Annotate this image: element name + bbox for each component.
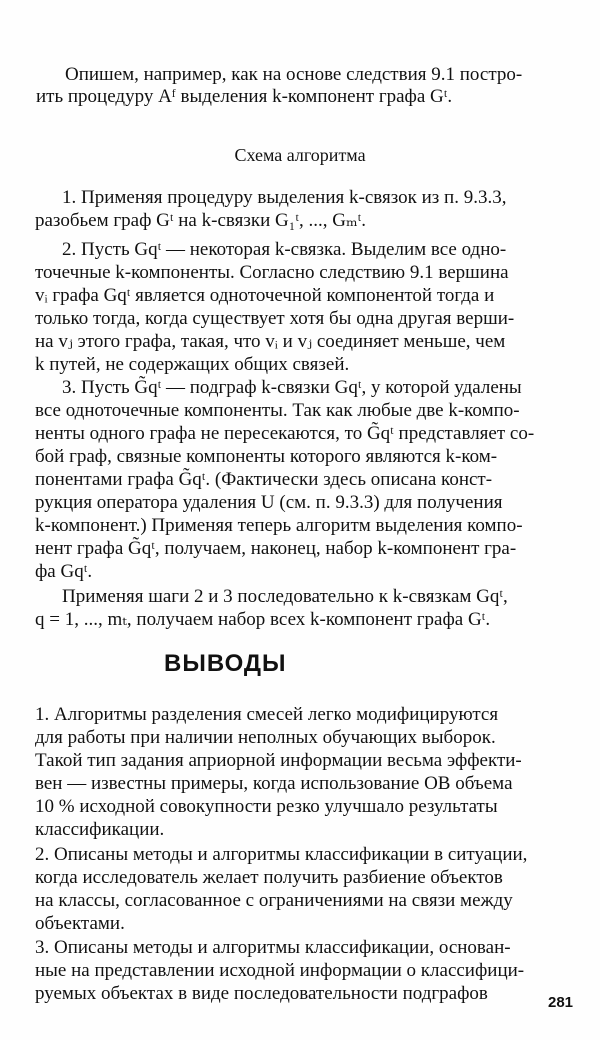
algorithm-line-3: 2. Пусть Gqᵗ — некоторая k-связка. Выделим все одно- [62,239,507,260]
algorithm-line-5: vᵢ графа Gqᵗ является одноточечной компонентой тогда и [35,285,495,306]
conclusions-heading: ВЫВОДЫ [164,650,287,677]
algorithm-line-1: 1. Применяя процедуру выделения k-связок из п. 9.3.3, [62,187,507,208]
algorithm-line-19: q = 1, ..., mₜ, получаем набор всех k-компонент графа Gᵗ. [35,609,491,630]
algorithm-line-6: только тогда, когда существует хотя бы одна другая верши- [35,308,515,329]
page-number: 281 [548,994,574,1011]
conclusions-line-9: на классы, согласованное с ограничениями на связи между [35,890,513,911]
intro-line-2: ить процедуру Aᶠ выделения k-компонент графа Gᵗ. [36,86,453,107]
conclusions-line-4: вен — известны примеры, когда использование ОВ объема [35,773,513,794]
conclusions-line-6: классификации. [35,819,165,840]
conclusions-line-8: когда исследователь желает получить разбиение объектов [35,867,503,888]
algorithm-line-17: фа Gqᵗ. [35,561,93,582]
conclusions-line-3: Такой тип задания априорной информации весьма эффекти- [35,750,522,771]
conclusions-line-12: ные на представлении исходной информации о классифици- [35,960,525,981]
intro-line-1: Опишем, например, как на основе следствия 9.1 постро- [65,64,523,85]
conclusions-line-1: 1. Алгоритмы разделения смесей легко модифицируются [35,704,499,725]
algorithm-line-18: Применяя шаги 2 и 3 последовательно к k-связкам Gqᵗ, [62,586,508,607]
algorithm-line-14: рукция оператора удаления U (см. п. 9.3.3) для получения [35,492,503,513]
algorithm-line-2: разобьем граф Gᵗ на k-связки G₁ᵗ, ..., Gₘᵗ. [35,210,366,231]
conclusions-line-11: 3. Описаны методы и алгоритмы классификации, основан- [35,937,511,958]
algorithm-line-12: бой граф, связные компоненты которого являются k-ком- [35,446,498,467]
conclusions-line-7: 2. Описаны методы и алгоритмы классификации в ситуации, [35,844,528,865]
algorithm-line-13: понентами графа G̃qᵗ. (Фактически здесь описана конст- [35,469,493,490]
algorithm-line-7: на vⱼ этого графа, такая, что vᵢ и vⱼ соединяет меньше, чем [35,331,506,352]
algorithm-line-4: точечные k-компоненты. Согласно следствию 9.1 вершина [35,262,509,283]
scheme-title: Схема алгоритма [234,145,366,165]
algorithm-line-9: 3. Пусть G̃qᵗ — подграф k-связки Gqᵗ, у которой удалены [62,377,522,398]
conclusions-line-5: 10 % исходной совокупности резко улучшало результаты [35,796,498,817]
algorithm-line-8: k путей, не содержащих общих связей. [35,354,350,375]
conclusions-line-2: для работы при наличии неполных обучающих выборок. [35,727,496,748]
conclusions-line-13: руемых объектах в виде последовательности подграфов [35,983,488,1004]
algorithm-line-11: ненты одного графа не пересекаются, то G̃qᵗ представляет со- [35,423,535,444]
algorithm-line-16: нент графа G̃qᵗ, получаем, наконец, набор k-компонент гра- [35,538,517,559]
algorithm-line-10: все одноточечные компоненты. Так как любые две k-компо- [35,400,520,421]
algorithm-line-15: k-компонент.) Применяя теперь алгоритм выделения компо- [35,515,523,536]
conclusions-line-10: объектами. [35,913,125,934]
